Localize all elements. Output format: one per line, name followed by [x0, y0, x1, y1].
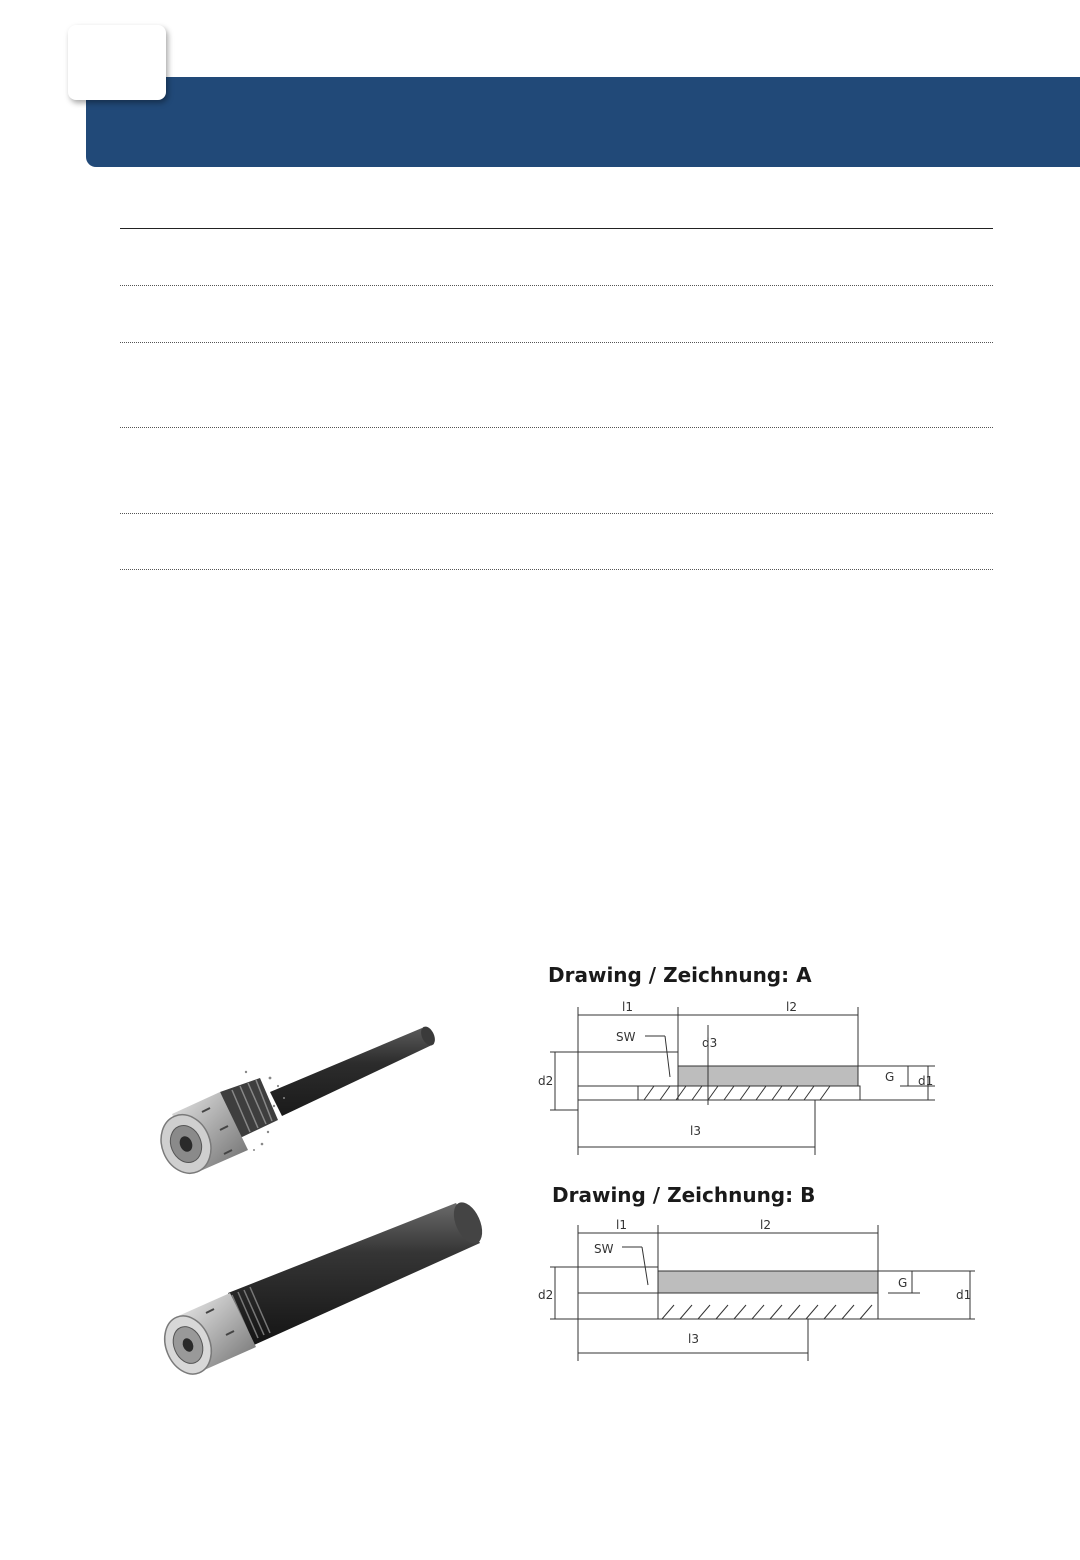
header-band [86, 77, 1080, 167]
drawing-b-svg [530, 1215, 980, 1365]
dim-d1-label: d1 [956, 1288, 972, 1302]
collet-chuck-extension-with-clamping-nut-photo-icon [150, 1020, 450, 1190]
table-row-divider [120, 427, 993, 428]
page-number-tab [68, 25, 166, 100]
table-row-divider [120, 569, 993, 570]
dim-d3-label: d3 [702, 1036, 718, 1050]
table-row-divider [120, 342, 993, 343]
dim-g-label: G [885, 1070, 895, 1084]
dim-d1-label: d1 [918, 1074, 934, 1088]
drawing-a-title: Drawing / Zeichnung: A [548, 963, 812, 987]
drawing-b-title: Drawing / Zeichnung: B [552, 1183, 816, 1207]
collet-chuck-extension-long-shank-photo-icon [150, 1195, 490, 1390]
dim-l2-label: l2 [786, 1000, 797, 1014]
dim-l1-label: l1 [616, 1218, 627, 1232]
dim-g-label: G [898, 1276, 908, 1290]
dim-l3-label: l3 [690, 1124, 701, 1138]
dim-l2-label: l2 [760, 1218, 771, 1232]
dim-sw-label: SW [616, 1030, 636, 1044]
table-top-rule [120, 228, 993, 229]
table-row-divider [120, 285, 993, 286]
technical-drawing-b [530, 1215, 980, 1365]
dim-d2-label: d2 [538, 1074, 554, 1088]
dim-l1-label: l1 [622, 1000, 633, 1014]
dim-l3-label: l3 [688, 1332, 699, 1346]
product-photo-a [150, 1020, 450, 1190]
table-row-divider [120, 513, 993, 514]
drawing-a-svg [530, 995, 950, 1155]
dim-d2-label: d2 [538, 1288, 554, 1302]
product-photo-b [150, 1195, 490, 1390]
dim-sw-label: SW [594, 1242, 614, 1256]
technical-drawing-a [530, 995, 950, 1155]
